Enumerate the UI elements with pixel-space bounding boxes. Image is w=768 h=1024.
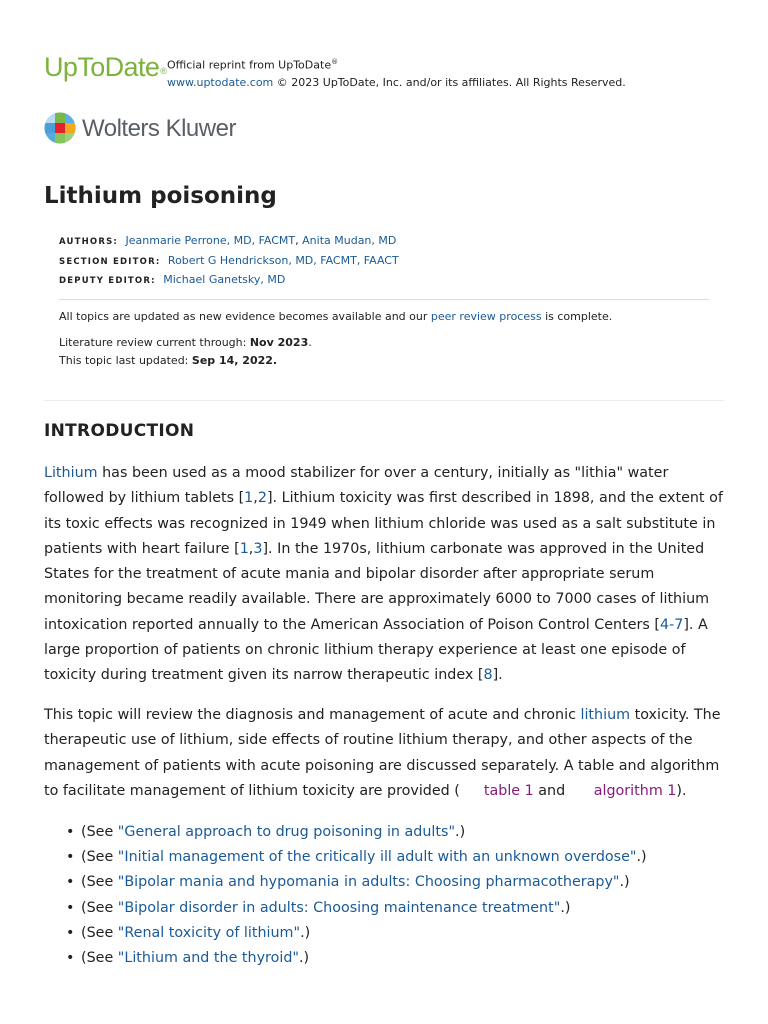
reference-link[interactable]: 4-7 xyxy=(659,616,684,633)
deputy-editor-label: DEPUTY EDITOR: xyxy=(59,276,156,286)
list-item: • (See "Bipolar mania and hypomania in adults: Choosing pharmacotherapy".) xyxy=(66,870,647,895)
lithium-drug-link[interactable]: lithium xyxy=(580,707,631,723)
see-also-link[interactable]: "General approach to drug poisoning in adults" xyxy=(117,824,456,840)
update-note: All topics are updated as new evidence becomes available and our peer review process is complete. xyxy=(59,309,613,323)
list-item: • (See "General approach to drug poisoning in adults".) xyxy=(66,820,647,845)
copyright-line xyxy=(167,74,626,91)
algorithm-1-link[interactable]: algorithm 1 xyxy=(593,782,677,799)
uptodate-logo-text: UpToDate xyxy=(44,52,160,82)
uptodate-logo xyxy=(44,50,166,84)
section-editor-label: SECTION EDITOR: xyxy=(59,256,161,267)
see-also-link[interactable]: "Initial management of the critically ill adult with an unknown overdose" xyxy=(117,849,637,866)
deputy-editor-link[interactable]: Michael Ganetsky, MD xyxy=(163,273,286,286)
list-item: • (See "Bipolar disorder in adults: Choosing maintenance treatment".) xyxy=(66,896,647,921)
author-link[interactable]: Anita Mudan, MD xyxy=(302,234,397,247)
wolters-kluwer-name: Wolters Kluwer xyxy=(82,115,236,142)
page-title: Lithium poisoning xyxy=(44,183,277,209)
reprint-line: Official reprint from UpToDate® xyxy=(167,58,339,72)
wolters-kluwer-mark-icon xyxy=(44,112,76,144)
article-meta xyxy=(59,232,709,370)
see-also-link[interactable]: "Lithium and the thyroid" xyxy=(117,950,299,967)
meta-divider xyxy=(59,299,709,300)
reference-link[interactable]: 1 xyxy=(239,540,249,557)
see-also-link[interactable]: "Bipolar disorder in adults: Choosing maintenance treatment" xyxy=(117,899,561,916)
reference-link[interactable]: 1 xyxy=(244,490,254,507)
intro-paragraph-2: This topic will review the diagnosis and management of acute and chronic lithium toxicity. The therapeutic use of lithium, side effects of routine lithium therapy, and other aspects of the management of patients with acute poisoning are discussed separately. A table and algorithm to facilitate management of lithium toxicity are provided ( table 1 and algorithm 1). xyxy=(44,707,721,799)
last-updated-date: This topic last updated: Sep 14, 2022. xyxy=(59,353,278,367)
introduction-heading: INTRODUCTION xyxy=(44,421,195,441)
uptodate-logo-reg: ® xyxy=(160,66,167,76)
section-editor-link[interactable]: Robert G Hendrickson, MD, FACMT, FAACT xyxy=(167,253,399,267)
table-1-link[interactable]: table 1 xyxy=(483,782,534,799)
list-item: • (See "Lithium and the thyroid".) xyxy=(66,946,647,971)
intro-paragraph-1: Lithium has been used as a mood stabilizer for over a century, initially as "lithia" water followed by lithium tablets [1,2]. Lithium toxicity was first described in 1898, and the extent of its toxic effects was recognized in 1949 when lithium chloride was used as a salt substitute in patients with heart failure [1,3]. In the 1970s, lithium carbonate was approved in the United States for the treatment of acute mania and bipolar disorder after appropriate serum monitoring became readily available. There are approximately 6000 to 7000 cases of lithium intoxication reported annually to the American Association of Poison Control Centers [4-7]. A large proportion of patients on chronic lithium therapy experience at least one episode of toxicity during treatment given its narrow therapeutic index [8]. xyxy=(44,465,723,684)
copyright-text: © 2023 UpToDate, Inc. and/or its affiliates. All Rights Reserved. xyxy=(276,75,626,89)
authors-label: AUTHORS: xyxy=(59,237,119,247)
reference-link[interactable]: 3 xyxy=(253,540,263,557)
literature-review-date: Literature review current through: Nov 2023. xyxy=(59,335,312,349)
reference-link[interactable]: 8 xyxy=(483,667,493,684)
see-also-link[interactable]: "Renal toxicity of lithium" xyxy=(117,924,301,941)
uptodate-site-link[interactable]: www.uptodate.com xyxy=(167,75,274,89)
see-also-list xyxy=(66,820,647,971)
deputy-editor-row xyxy=(59,271,709,291)
author-link[interactable]: Jeanmarie Perrone, MD, FACMT xyxy=(125,234,296,247)
section-editor-row xyxy=(59,252,709,272)
section-divider xyxy=(44,400,724,401)
lithium-drug-link[interactable]: Lithium xyxy=(44,465,98,481)
reprint-header xyxy=(44,50,734,90)
list-item: • (See "Renal toxicity of lithium".) xyxy=(66,921,647,946)
reprint-notice xyxy=(167,54,626,91)
reference-link[interactable]: 2 xyxy=(257,490,267,507)
peer-review-link[interactable]: peer review process xyxy=(430,309,542,323)
see-also-link[interactable]: "Bipolar mania and hypomania in adults: Choosing pharmacotherapy" xyxy=(117,874,620,891)
list-item: • (See "Initial management of the critically ill adult with an unknown overdose".) xyxy=(66,845,647,870)
authors-row: AUTHORS: Jeanmarie Perrone, MD, FACMT, Anita Mudan, MD xyxy=(59,234,397,247)
